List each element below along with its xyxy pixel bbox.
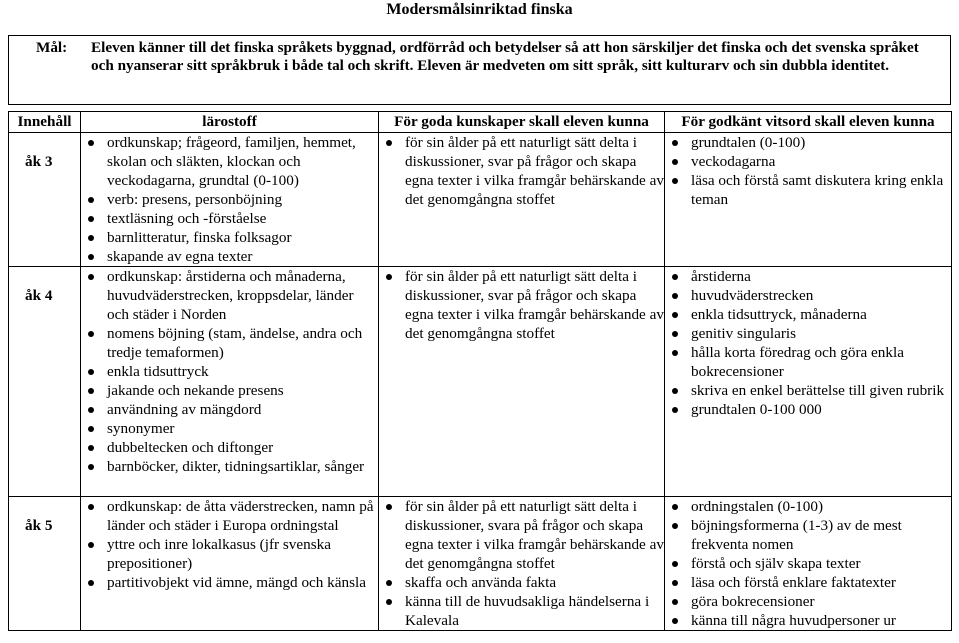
list-item: synonymer (81, 419, 378, 438)
list-item: grundtalen (0-100) (665, 133, 951, 152)
pass-cell (665, 133, 952, 267)
list-item: läsa och förstå samt diskutera kring enkla teman (665, 171, 951, 209)
list-item: böjningsformerna (1-3) av de mest frekventa nomen (665, 516, 951, 554)
grade-label: åk 3 (25, 153, 53, 170)
grade-cell (9, 133, 81, 267)
grade-label: åk 5 (25, 517, 53, 534)
list-item: förstå och själv skapa texter (665, 554, 951, 573)
list-item: hålla korta föredrag och göra enkla bokrecensioner (665, 343, 951, 381)
list-item: enkla tidsuttryck, månaderna (665, 305, 951, 324)
goal-text: Eleven känner till det finska språkets byggnad, ordförråd och betydelser så att hon särskiljer det finska och det svenska språket och nyanserar sitt språkbruk i både tal och skrift. Eleven är medveten om sitt språk, sitt kulturarv och sin dubbla identitet. (91, 39, 919, 74)
list-item: känna till de huvudsakliga händelserna i Kalevala (379, 592, 664, 630)
table-row (9, 133, 952, 267)
list-item: huvudväderstrecken (665, 286, 951, 305)
goal-box (8, 35, 951, 105)
good-cell (379, 133, 665, 267)
list-item: ordningstalen (0-100) (665, 497, 951, 516)
header-material: lärostoff (81, 112, 379, 133)
list-item: verb: presens, personböjning (81, 190, 378, 209)
content-cell (81, 133, 379, 267)
list-item: textläsning och -förståelse (81, 209, 378, 228)
list-item: dubbeltecken och diftonger (81, 438, 378, 457)
list-item: göra bokrecensioner (665, 592, 951, 611)
list-item: användning av mängdord (81, 400, 378, 419)
list-item: årstiderna (665, 267, 951, 286)
table-row (9, 497, 952, 631)
list-item: yttre och inre lokalkasus (jfr svenska prepositioner) (81, 535, 378, 573)
list-item: för sin ålder på ett naturligt sätt delta i diskussioner, svara på frågor och skapa egna texter i vilka framgår behärskande av det genomgångna stoffet (379, 497, 664, 573)
curriculum-table (8, 111, 952, 631)
list-item: nomens böjning (stam, ändelse, andra och tredje temaformen) (81, 324, 378, 362)
good-cell (379, 497, 665, 631)
table-row (9, 267, 952, 497)
content-cell (81, 267, 379, 497)
list-item: jakande och nekande presens (81, 381, 378, 400)
header-content: Innehåll (9, 112, 81, 133)
list-item: läsa och förstå enklare faktatexter (665, 573, 951, 592)
good-cell (379, 267, 665, 497)
list-item: veckodagarna (665, 152, 951, 171)
list-item: genitiv singularis (665, 324, 951, 343)
page-title: Modersmålsinriktad finska (386, 1, 573, 18)
pass-cell (665, 497, 952, 631)
content-cell (81, 497, 379, 631)
list-item: enkla tidsuttryck (81, 362, 378, 381)
pass-cell (665, 267, 952, 497)
grade-label: åk 4 (25, 287, 53, 304)
list-item: ordkunskap; frågeord, familjen, hemmet, skolan och släkten, klockan och veckodagarna, grundtal (0-100) (81, 133, 378, 190)
list-item: för sin ålder på ett naturligt sätt delta i diskussioner, svar på frågor och skapa egna texter i vilka framgår behärskande av det genomgångna stoffet (379, 133, 664, 209)
list-item: ordkunskap: årstiderna och månaderna, huvudväderstrecken, kroppsdelar, länder och städer i Norden (81, 267, 378, 324)
list-item: grundtalen 0-100 000 (665, 400, 951, 419)
grade-cell (9, 497, 81, 631)
list-item: skaffa och använda fakta (379, 573, 664, 592)
list-item: partitivobjekt vid ämne, mängd och känsla (81, 573, 378, 592)
list-item: ordkunskap: de åtta väderstrecken, namn på länder och städer i Europa ordningstal (81, 497, 378, 535)
list-item: för sin ålder på ett naturligt sätt delta i diskussioner, svar på frågor och skapa egna texter i vilka framgår behärskande av det genomgångna stoffet (379, 267, 664, 343)
goal-label: Mål: (36, 39, 68, 56)
list-item: skapande av egna texter (81, 247, 378, 266)
list-item: barnböcker, dikter, tidningsartiklar, sånger (81, 457, 378, 476)
grade-cell (9, 267, 81, 497)
header-good: För goda kunskaper skall eleven kunna (379, 112, 665, 133)
list-item: barnlitteratur, finska folksagor (81, 228, 378, 247)
table-header-row (9, 112, 952, 133)
list-item: skriva en enkel berättelse till given rubrik (665, 381, 951, 400)
header-pass: För godkänt vitsord skall eleven kunna (665, 112, 952, 133)
list-item: känna till några huvudpersoner ur (665, 611, 951, 630)
